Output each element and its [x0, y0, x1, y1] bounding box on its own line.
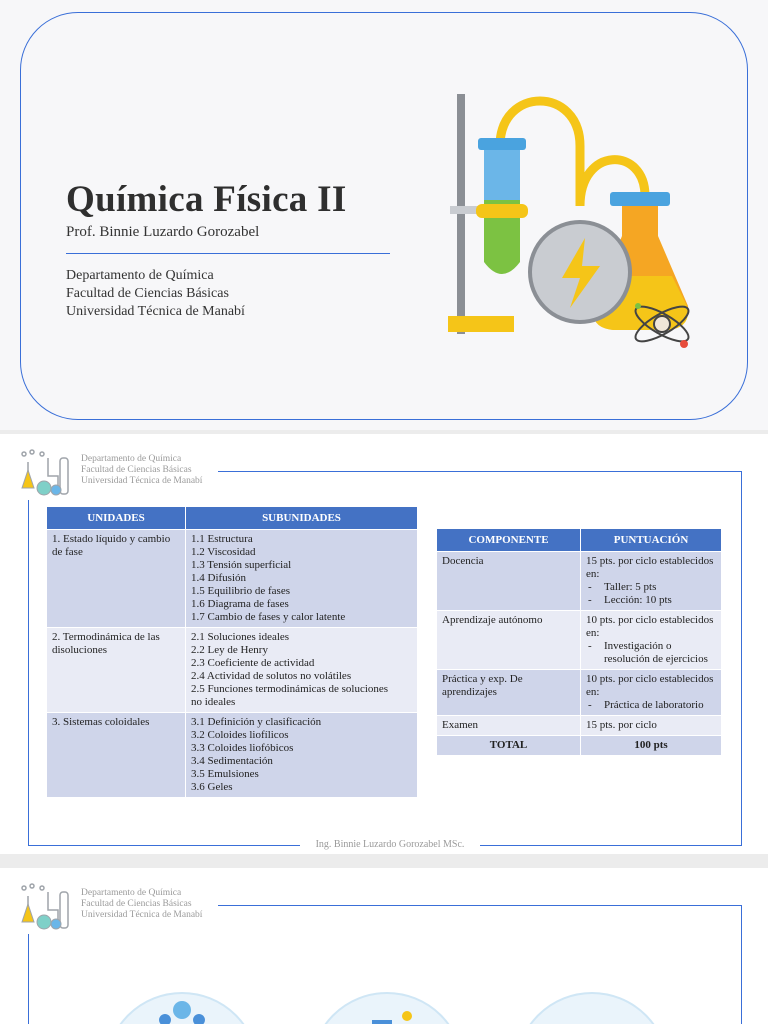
flask-icon [312, 994, 462, 1024]
unit-cell: 3. Sistemas coloidales [47, 713, 186, 798]
header-faculty: Facultad de Ciencias Básicas [81, 899, 192, 909]
subunit: 2.3 Coeficiente de actividad [191, 657, 315, 669]
subunits-cell [186, 628, 418, 713]
subunit: 3.3 Coloides liofóbicos [191, 742, 294, 754]
molecule-icon [107, 994, 257, 1024]
frame-right [741, 471, 742, 845]
header-faculty: Facultad de Ciencias Básicas [81, 465, 192, 475]
lab-flasks-icon [18, 448, 70, 498]
score-item: - Investigación o resolución de ejercicios [586, 640, 716, 666]
table-row [47, 713, 418, 798]
total-label: TOTAL [437, 736, 581, 756]
third-circle-icon [515, 992, 669, 1024]
header-rule [218, 905, 742, 906]
subunit: 1.1 Estructura [191, 533, 253, 545]
experiment-circle-icon [310, 992, 464, 1024]
table-row [437, 716, 722, 736]
unit-cell: 1. Estado líquido y cambio de fase [47, 530, 186, 628]
content-slide [0, 434, 768, 854]
department-info [66, 267, 245, 321]
frame-right [741, 905, 742, 1024]
scores-table [436, 528, 722, 756]
header-rule [218, 471, 742, 472]
subunit: 2.2 Ley de Henry [191, 644, 268, 656]
subunit: 1.2 Viscosidad [191, 546, 256, 558]
subunit: 2.4 Actividad de solutos no volátiles [191, 670, 352, 682]
header-university: Universidad Técnica de Manabí [81, 476, 203, 486]
component-cell: Práctica y exp. De aprendizajes [437, 670, 581, 716]
subunit: 3.2 Coloides liofílicos [191, 729, 289, 741]
subunit: 3.5 Emulsiones [191, 768, 259, 780]
dept-line: Departamento de Química [66, 268, 214, 283]
table-row [47, 628, 418, 713]
professor-name: Prof. Binnie Luzardo Gorozabel [66, 224, 260, 240]
subunits-cell [186, 530, 418, 628]
frame-left [28, 934, 29, 1024]
component-header: COMPONENTE [437, 529, 581, 552]
score-item: - Práctica de laboratorio [586, 699, 716, 712]
header-institution [81, 454, 202, 487]
frame-bottom-left [28, 845, 300, 846]
subunit: 3.6 Geles [191, 781, 233, 793]
score-item: - Taller: 5 pts [586, 581, 716, 594]
score-header: PUNTUACIÓN [581, 529, 722, 552]
score-cell [581, 552, 722, 611]
frame-left [28, 500, 29, 845]
score-cell [581, 670, 722, 716]
header-dept: Departamento de Química [81, 888, 182, 898]
header-institution [81, 888, 202, 921]
unit-cell: 2. Termodinámica de las disoluciones [47, 628, 186, 713]
molecule-circle-icon [105, 992, 259, 1024]
header-dept: Departamento de Química [81, 454, 182, 464]
score-cell: 15 pts. por ciclo [581, 716, 722, 736]
score-text: 15 pts. por ciclo establecidos en: [586, 555, 714, 580]
score-cell [581, 611, 722, 670]
university-line: Universidad Técnica de Manabí [66, 304, 245, 319]
table-row [437, 611, 722, 670]
component-cell: Examen [437, 716, 581, 736]
total-row [437, 736, 722, 756]
subunit: 2.5 Funciones termodinámicas de soluciones [191, 683, 389, 695]
component-cell: Aprendizaje autónomo [437, 611, 581, 670]
score-text: 10 pts. por ciclo establecidos en: [586, 673, 714, 698]
subunit: 1.7 Cambio de fases y calor latente [191, 611, 346, 623]
subunit: 1.4 Difusión [191, 572, 246, 584]
subunit: 1.3 Tensión superficial [191, 559, 292, 571]
course-title: Química Física II [66, 179, 347, 220]
title-slide [0, 0, 768, 430]
subunit: 3.4 Sedimentación [191, 755, 273, 767]
subunit: 3.1 Definición y clasificación [191, 716, 322, 728]
lab-flasks-icon [18, 882, 70, 932]
header-university: Universidad Técnica de Manabí [81, 910, 203, 920]
subunit: 1.5 Equilibrio de fases [191, 585, 290, 597]
total-value: 100 pts [581, 736, 722, 756]
subunit: 1.6 Diagrama de fases [191, 598, 289, 610]
table-row [47, 530, 418, 628]
table-row [437, 670, 722, 716]
frame-bottom-right [480, 845, 742, 846]
subunits-cell [186, 713, 418, 798]
units-header: UNIDADES [47, 507, 186, 530]
table-row [437, 552, 722, 611]
chemistry-lab-equipment-icon [440, 86, 700, 366]
score-text: 10 pts. por ciclo establecidos en: [586, 614, 714, 639]
faculty-line: Facultad de Ciencias Básicas [66, 286, 229, 301]
component-cell: Docencia [437, 552, 581, 611]
slide-footer: Ing. Binnie Luzardo Gorozabel MSc. [315, 839, 465, 850]
score-item: - Lección: 10 pts [586, 594, 716, 607]
next-slide-partial [0, 868, 768, 1024]
subunits-header: SUBUNIDADES [186, 507, 418, 530]
units-table [46, 506, 418, 798]
title-divider [66, 253, 390, 254]
subunit: 2.1 Soluciones ideales [191, 631, 290, 643]
subunit: no ideales [191, 696, 236, 708]
